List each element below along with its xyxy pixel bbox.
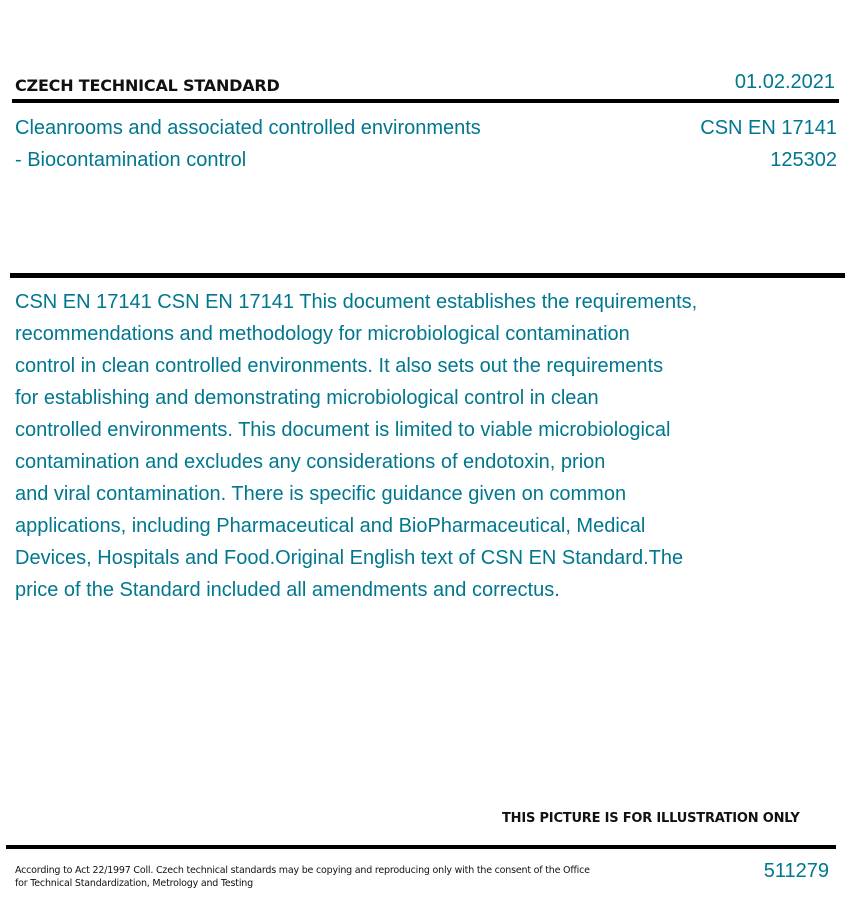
title-line-1: Cleanrooms and associated controlled environments (15, 117, 481, 139)
header-rule (12, 99, 839, 103)
document-type: CZECH TECHNICAL STANDARD (15, 76, 280, 95)
description-line: Devices, Hospitals and Food.Original English text of CSN EN Standard.The (15, 547, 684, 569)
description-line: CSN EN 17141 CSN EN 17141 This document establishes the requirements, (15, 291, 698, 313)
description-line: contamination and excludes any considerations of endotoxin, prion (15, 451, 606, 473)
footer-rule (6, 845, 836, 849)
legal-line-1: According to Act 22/1997 Coll. Czech technical standards may be copying and reproducing only with the consent of the Office (15, 865, 590, 876)
description-line: for establishing and demonstrating microbiological control in clean (15, 387, 599, 409)
description-line: recommendations and methodology for microbiological contamination (15, 323, 630, 345)
description-line: price of the Standard included all amendments and correctus. (15, 579, 560, 601)
publication-date: 01.02.2021 (734, 71, 835, 93)
description-line: control in clean controlled environments. It also sets out the requirements (15, 355, 664, 377)
title-line-2: - Biocontamination control (15, 149, 247, 171)
catalog-code: 125302 (770, 149, 837, 171)
title-rule (10, 273, 845, 278)
description-line: applications, including Pharmaceutical and BioPharmaceutical, Medical (15, 515, 646, 537)
legal-notice (15, 864, 590, 890)
description-line: controlled environments. This document is limited to viable microbiological (15, 419, 671, 441)
illustration-note: THIS PICTURE IS FOR ILLUSTRATION ONLY (502, 811, 800, 826)
legal-line-2: for Technical Standardization, Metrology and Testing (15, 878, 253, 889)
description (15, 286, 795, 606)
footer-number: 511279 (763, 860, 829, 882)
standard-code: CSN EN 17141 (700, 117, 837, 139)
description-line: and viral contamination. There is specific guidance given on common (15, 483, 627, 505)
